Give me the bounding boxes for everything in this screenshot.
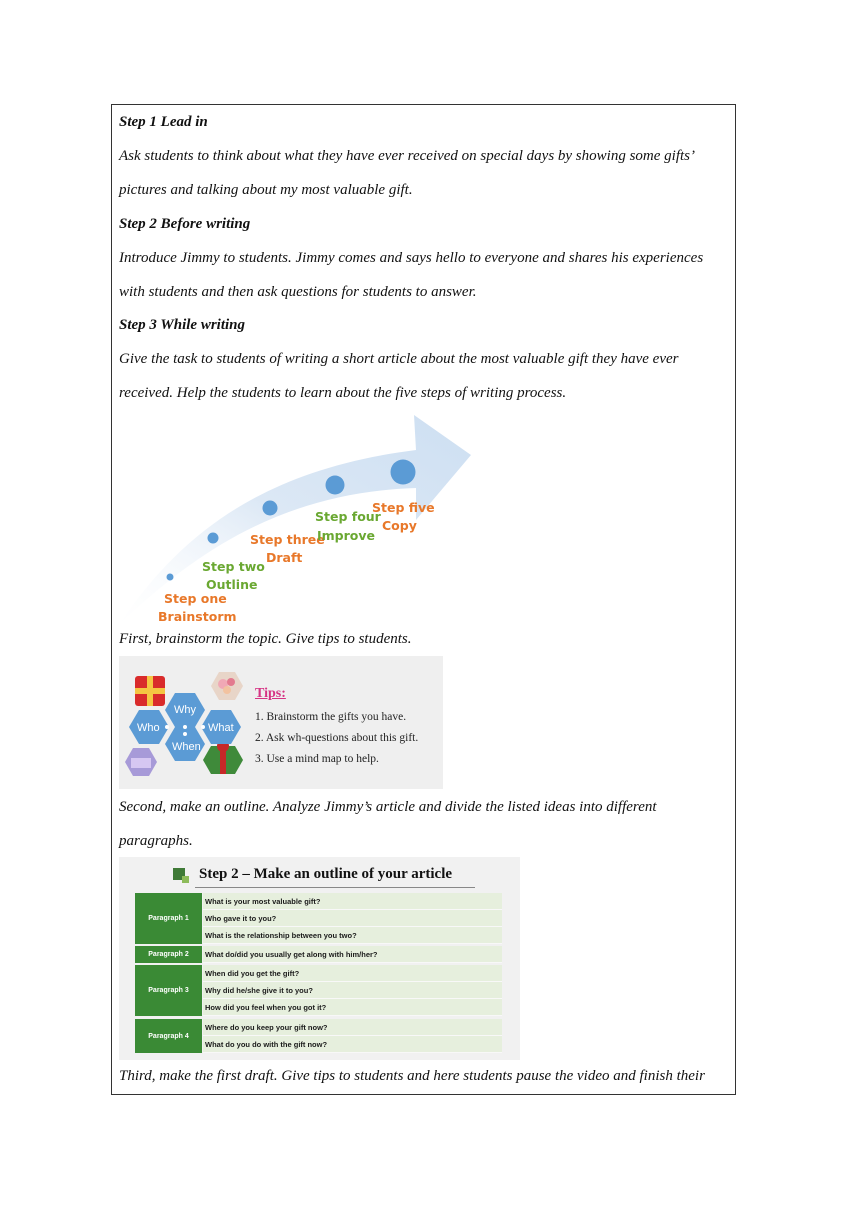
step-one-name: Step one [164,591,227,606]
step-four-action: Improve [317,528,376,543]
step2-line-2: with students and then ask questions for students to answer. [119,284,477,300]
outline-figure [119,857,520,1060]
third-paragraph: Third, make the first draft. Give tips to students and here students pause the video and finish their [119,1068,705,1084]
step-three-name: Step three [250,532,325,547]
outline-question: Where do you keep your gift now? [203,1019,502,1036]
writing-process-figure [116,410,476,628]
outline-question: What do you do with the gift now? [203,1036,502,1053]
paragraph-2-label: Paragraph 2 [135,946,202,963]
tips-item-1: 1. Brainstorm the gifts you have. [255,711,407,723]
tips-item-3: 3. Use a mind map to help. [255,753,379,765]
step-two-name: Step two [202,559,265,574]
first-paragraph: First, brainstorm the topic. Give tips to students. [119,631,412,647]
outline-question: What is the relationship between you two? [203,927,502,944]
paragraph-4-label: Paragraph 4 [135,1019,202,1053]
hex-label-what: What [208,722,234,734]
outline-question: Why did he/she give it to you? [203,982,502,999]
outline-question: What is your most valuable gift? [203,893,502,910]
second-paragraph-line-2: paragraphs. [119,833,193,849]
step1-heading: Step 1 Lead in [119,114,208,130]
step3-heading: Step 3 While writing [119,317,246,333]
step1-line-2: pictures and talking about my most valuable gift. [119,182,413,198]
tips-figure [119,656,443,789]
step-dot [326,476,345,495]
gift-red-box-icon [135,676,165,706]
step-one-action: Brainstorm [158,609,237,624]
step2-line-1: Introduce Jimmy to students. Jimmy comes and says hello to everyone and shares his experiences [119,250,704,266]
outline-title: Step 2 – Make an outline of your article [199,866,453,882]
tips-title: Tips: [255,686,286,701]
step3-line-1: Give the task to students of writing a short article about the most valuable gift they have ever [119,351,679,367]
gift-green-box-icon [203,740,243,774]
step-dot [263,501,278,516]
hex-label-who: Who [137,722,160,734]
title-square-accent-icon [182,876,189,883]
outline-question: Who gave it to you? [203,910,502,927]
step1-line-1: Ask students to think about what they have ever received on special days by showing some gifts’ [119,148,695,164]
step-two-action: Outline [206,577,258,592]
step-four-name: Step four [315,509,381,524]
step-dot [208,533,219,544]
step3-line-2: received. Help the students to learn about the five steps of writing process. [119,385,567,401]
second-paragraph-line-1: Second, make an outline. Analyze Jimmy’s article and divide the listed ideas into different [119,799,657,815]
tips-item-2: 2. Ask wh-questions about this gift. [255,732,419,744]
hex-label-when: When [172,741,201,753]
title-underline [195,887,475,888]
step-five-name: Step five [372,500,435,515]
outline-question: When did you get the gift? [203,965,502,982]
paragraph-1-label: Paragraph 1 [135,893,202,944]
step-three-action: Draft [266,550,303,565]
outline-question: What do/did you usually get along with him/her? [203,946,502,963]
step-dot [391,460,416,485]
flower-bouquet-icon [211,672,243,700]
step-dot [167,574,174,581]
cake-icon [125,748,157,776]
step-five-action: Copy [382,518,417,533]
hex-label-why: Why [174,704,196,716]
paragraph-3-label: Paragraph 3 [135,965,202,1016]
outline-question: How did you feel when you got it? [203,999,502,1016]
step2-heading: Step 2 Before writing [119,216,251,232]
